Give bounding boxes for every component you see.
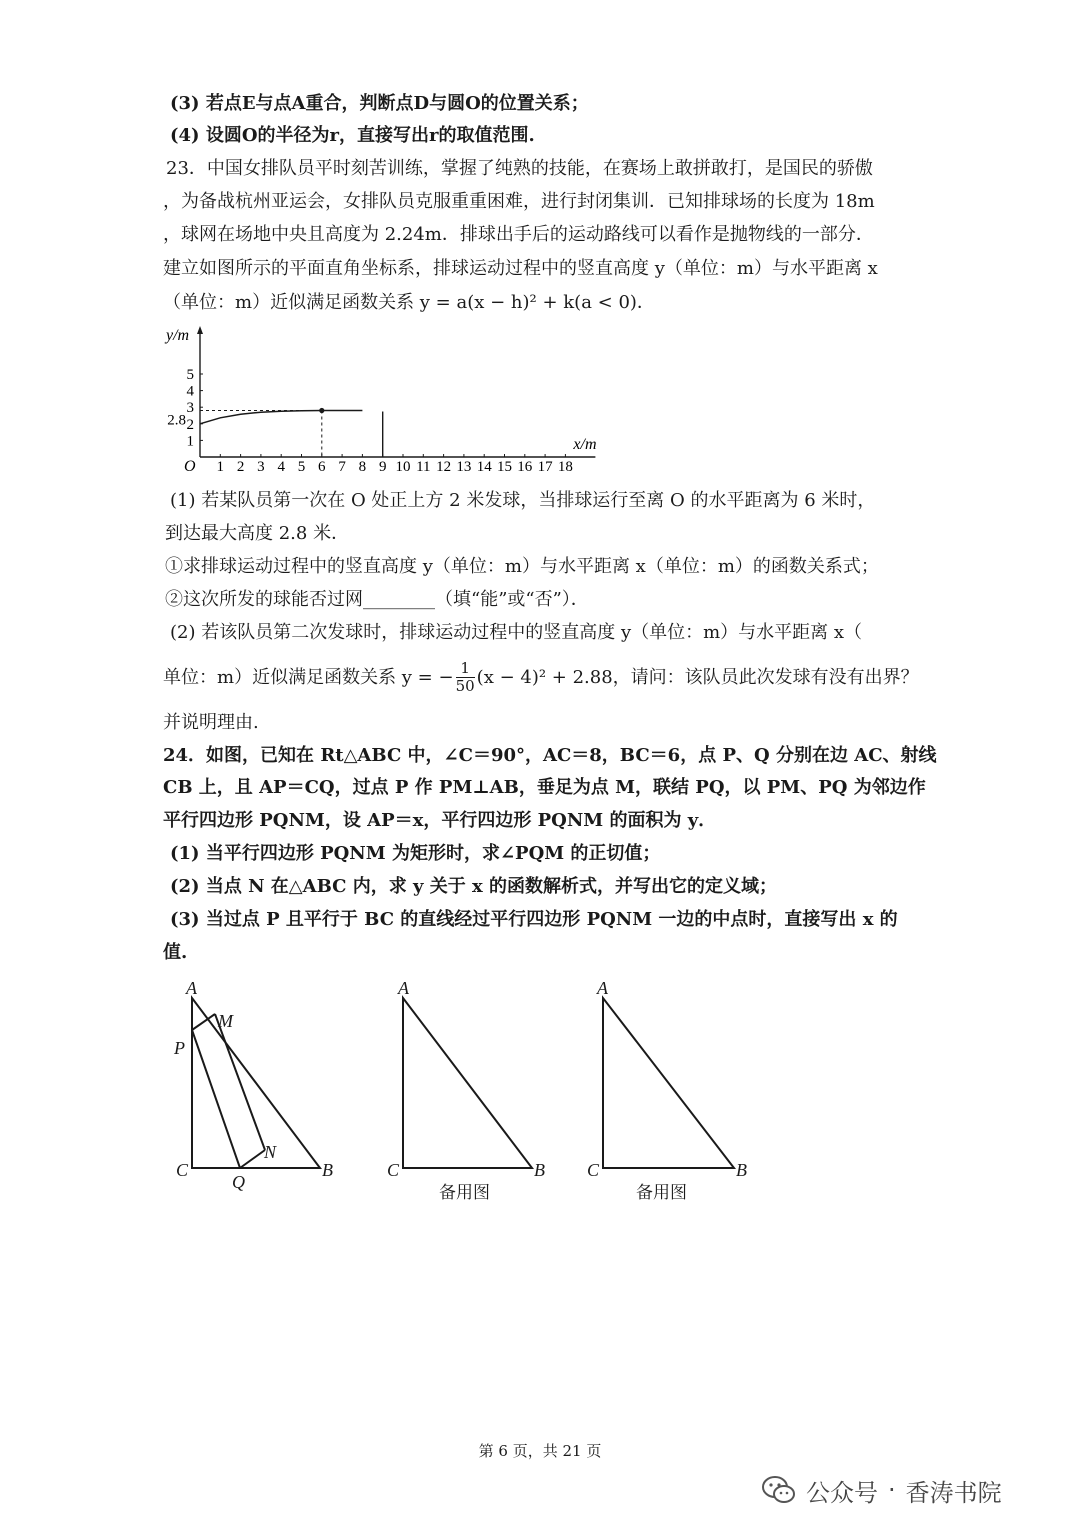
watermark-name: 香涛书院 [905, 1478, 1002, 1507]
fig3-label-a: A [597, 978, 608, 998]
x-tick-label: 10 [395, 459, 411, 475]
vertex-point [319, 408, 324, 413]
q24-line-2: CB 上，且 AP＝CQ，过点 P 作 PM⊥AB，垂足为点 M，联结 PQ，以 PM、PQ 为邻边作 [163, 777, 926, 798]
page-footer: 第 6 页，共 21 页 [478, 1442, 602, 1460]
x-tick-label: 17 [537, 459, 553, 475]
q23-part2-line-3: 并说明理由. [163, 712, 259, 733]
q23-part1-line-2: 到达最大高度 2.8 米． [165, 523, 350, 544]
q24-line-3: 平行四边形 PQNM，设 AP＝x，平行四边形 PQNM 的面积为 y． [163, 810, 717, 831]
y-tick-label: 5 [186, 367, 194, 383]
fraction [456, 660, 475, 695]
fraction-numerator: 1 [456, 660, 475, 678]
fig1-label-m: M [218, 1011, 233, 1031]
ball-trajectory [200, 411, 362, 424]
y-axis-label: y/m [166, 327, 190, 344]
x-axis-label: x/m [573, 436, 597, 453]
formula-prefix: 单位：m）近似满足函数关系 y = − [163, 666, 454, 688]
q23-intro-line-3: ，球网在场地中央且高度为 2.24m．排球出手后的运动路线可以看作是抛物线的一部分． [163, 224, 874, 245]
q23-part1-line-1: (1) 若某队员第一次在 O 处正上方 2 米发球，当排球运行至离 O 的水平距离为 6 米时， [170, 490, 876, 511]
triangle-abc-2 [403, 998, 532, 1168]
volleyball-graph [150, 318, 620, 483]
fig1-label-p: P [174, 1038, 185, 1058]
q23-sub1: ①求排球运动过程中的竖直高度 y（单位：m）与水平距离 x（单位：m）的函数关系式； [165, 556, 879, 577]
y-tick-label: 1 [186, 433, 194, 450]
segment-pm [192, 1014, 215, 1030]
watermark-dot: · [888, 1476, 896, 1504]
q23-sub2: ②这次所发的球能否过网________（填“能”或“否”）． [165, 589, 589, 610]
x-tick-label: 2 [236, 459, 245, 475]
x-tick-label: 6 [318, 459, 326, 475]
formula-suffix: (x − 4)² + 2.88，请问：该队员此次发球有没有出界？ [476, 666, 919, 688]
q22-part3: (3) 若点E与点A重合，判断点D与圆O的位置关系； [170, 93, 589, 114]
fig3-label-b: B [736, 1160, 747, 1180]
segment-mn [215, 1014, 265, 1150]
q24-line-1: 24．如图，已知在 Rt△ABC 中，∠C＝90°，AC＝8，BC＝6，点 P、Q 分别在边 AC、射线 [163, 745, 937, 766]
fig2-label-c: C [387, 1160, 400, 1180]
origin-label: O [184, 458, 196, 475]
x-tick-label: 5 [297, 459, 306, 475]
y-tick-label: 2 [186, 416, 194, 433]
y-mark-label: 2.8 [167, 412, 186, 429]
triangle-figures [160, 970, 800, 1210]
q23-part2-line-2 [163, 660, 919, 695]
y-tick-label: 4 [186, 383, 194, 400]
x-tick-label: 1 [216, 459, 225, 475]
x-tick-label: 13 [456, 459, 472, 475]
q22-part4: (4) 设圆O的半径为r，直接写出r的取值范围. [170, 125, 535, 146]
fig2-label-a: A [398, 978, 409, 998]
x-tick-label: 4 [277, 459, 285, 475]
x-tick-label: 8 [358, 459, 367, 475]
q23-intro-line-4: 建立如图所示的平面直角坐标系，排球运动过程中的竖直高度 y（单位：m）与水平距离 x [163, 258, 878, 279]
q23-intro-line-2: ，为备战杭州亚运会，女排队员克服重重困难，进行封闭集训．已知排球场的长度为 18m [163, 191, 875, 212]
x-tick-label: 3 [257, 459, 265, 475]
q23-part2-line-1: (2) 若该队员第二次发球时，排球运动过程中的竖直高度 y（单位：m）与水平距离 x（ [170, 622, 863, 643]
x-tick-label: 11 [416, 459, 431, 475]
watermark-channel: 公众号 [806, 1478, 878, 1507]
fig1-label-n: N [264, 1142, 277, 1162]
q23-intro-line-1: 23．中国女排队员平时刻苦训练，掌握了纯熟的技能，在赛场上敢拼敢打，是国民的骄傲 [166, 158, 873, 179]
q24-part3-line-1: (3) 当过点 P 且平行于 BC 的直线经过平行四边形 PQNM 一边的中点时，直接写出 x 的 [170, 909, 898, 930]
fig3-caption: 备用图 [636, 1183, 687, 1203]
x-tick-label: 9 [378, 459, 387, 475]
y-tick-label: 3 [186, 400, 194, 417]
x-tick-label: 12 [436, 459, 452, 475]
x-tick-label: 16 [517, 459, 533, 475]
y-axis-arrow [197, 326, 203, 334]
fig3-label-c: C [587, 1160, 600, 1180]
x-tick-label: 18 [557, 459, 573, 475]
q24-part2: (2) 当点 N 在△ABC 内，求 y 关于 x 的函数解析式，并写出它的定义域； [170, 876, 778, 897]
fig1-label-a: A [186, 978, 197, 998]
x-tick-label: 7 [338, 459, 346, 475]
fig1-label-b: B [322, 1160, 333, 1180]
x-tick-label: 14 [476, 459, 492, 475]
q23-intro-line-5: （单位：m）近似满足函数关系 y = a(x − h)² + k(a < 0)． [163, 292, 655, 313]
segment-qn [240, 1150, 265, 1168]
wechat-icon [762, 1475, 796, 1505]
fig1-label-q: Q [232, 1172, 245, 1192]
triangle-abc-3 [603, 998, 734, 1168]
x-tick-label: 15 [497, 459, 512, 475]
q24-part3-line-2: 值. [163, 942, 188, 963]
fig2-caption: 备用图 [439, 1183, 490, 1203]
fraction-denominator: 50 [455, 677, 475, 695]
fig2-label-b: B [534, 1160, 545, 1180]
watermark [762, 1470, 1002, 1510]
fig1-label-c: C [176, 1160, 189, 1180]
q24-part1: (1) 当平行四边形 PQNM 为矩形时，求∠PQM 的正切值； [170, 843, 661, 864]
